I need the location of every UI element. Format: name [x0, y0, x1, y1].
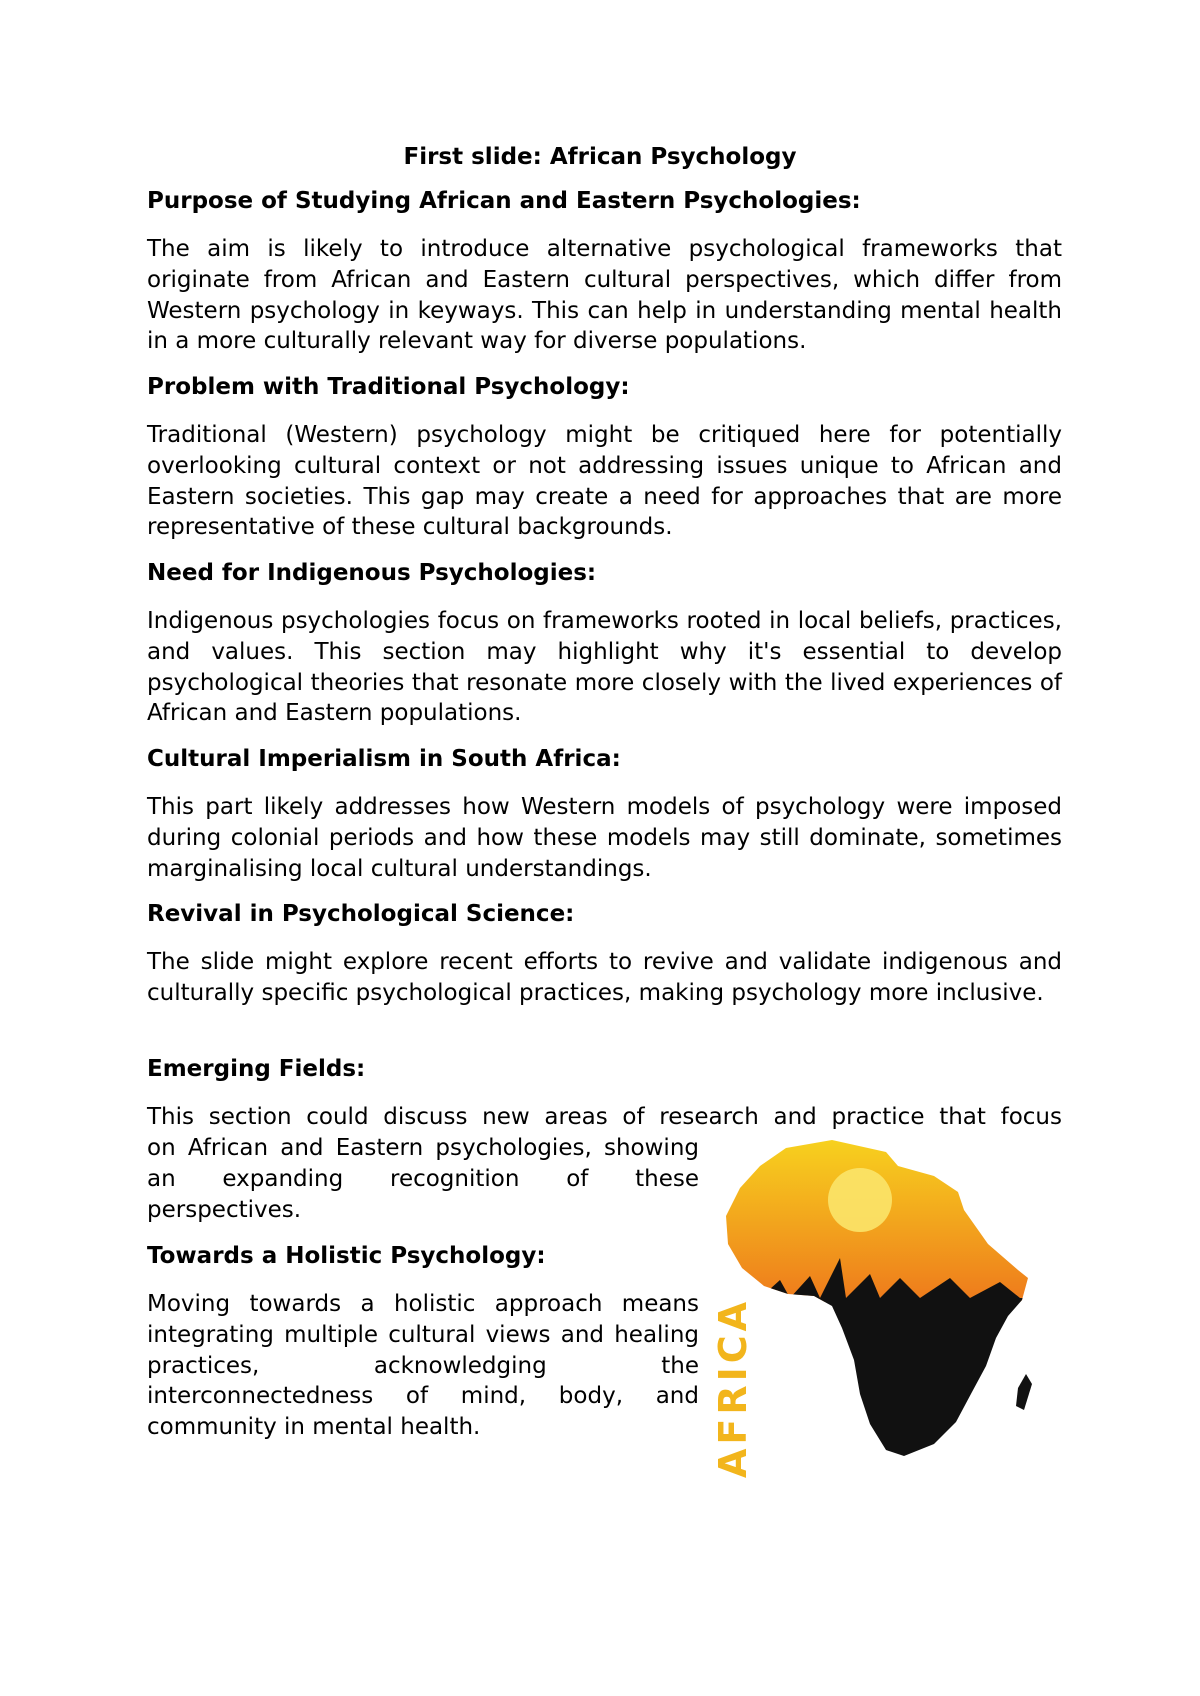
section-heading-purpose: Purpose of Studying African and Eastern Psychologies:: [147, 188, 861, 214]
section-body-revival: The slide might explore recent efforts to revive and validate indigenous and culturally specific psychological practices, making psychology more inclusive.: [147, 949, 1062, 1006]
africa-map-illustration: [711, 1148, 1040, 1488]
section-heading-problem: Problem with Traditional Psychology:: [147, 374, 630, 400]
document-title: First slide: African Psychology: [403, 144, 797, 170]
section-heading-holistic: Towards a Holistic Psychology:: [147, 1243, 546, 1269]
sun-icon: [828, 1168, 892, 1232]
africa-caption: AFRICA: [711, 1297, 755, 1478]
section-body-problem: Traditional (Western) psychology might be critiqued here for potentially overlooking cultural context or not addressing issues unique to African and Eastern societies. This gap may create a need for approaches that are more representative of these cultural backgrounds.: [147, 422, 1062, 541]
section-heading-imperialism: Cultural Imperialism in South Africa:: [147, 746, 621, 772]
africa-silhouette-graphic: [711, 1148, 1040, 1488]
section-body-imperialism: This part likely addresses how Western models of psychology were imposed during colonial periods and how these models may still dominate, sometimes marginalising local cultural understandings.: [147, 794, 1062, 882]
section-body-emerging: on African and Eastern psychologies, showing an expanding recognition of these perspectives.: [147, 1135, 699, 1223]
section-heading-revival: Revival in Psychological Science:: [147, 901, 575, 927]
section-body-holistic: Moving towards a holistic approach means integrating multiple cultural views and healing practices, acknowledging the interconnectedness of mind, body, and community in mental health.: [147, 1291, 699, 1441]
section-heading-indigenous: Need for Indigenous Psychologies:: [147, 560, 597, 586]
section-body-indigenous: Indigenous psychologies focus on frameworks rooted in local beliefs, practices, and values. This section may highlight why it's essential to develop psychological theories that resonate more closely with the lived experiences of African and Eastern populations.: [147, 608, 1062, 727]
section-body-emerging-line1: This section could discuss new areas of research and practice that focus: [147, 1104, 1062, 1130]
section-body-purpose: The aim is likely to introduce alternative psychological frameworks that originate from African and Eastern cultural perspectives, which differ from Western psychology in keyways. This can help in understanding mental health in a more culturally relevant way for diverse populations.: [147, 236, 1062, 355]
ground-area: [720, 1298, 1040, 1488]
section-heading-emerging: Emerging Fields:: [147, 1056, 366, 1082]
madagascar-shape: [1016, 1374, 1032, 1410]
